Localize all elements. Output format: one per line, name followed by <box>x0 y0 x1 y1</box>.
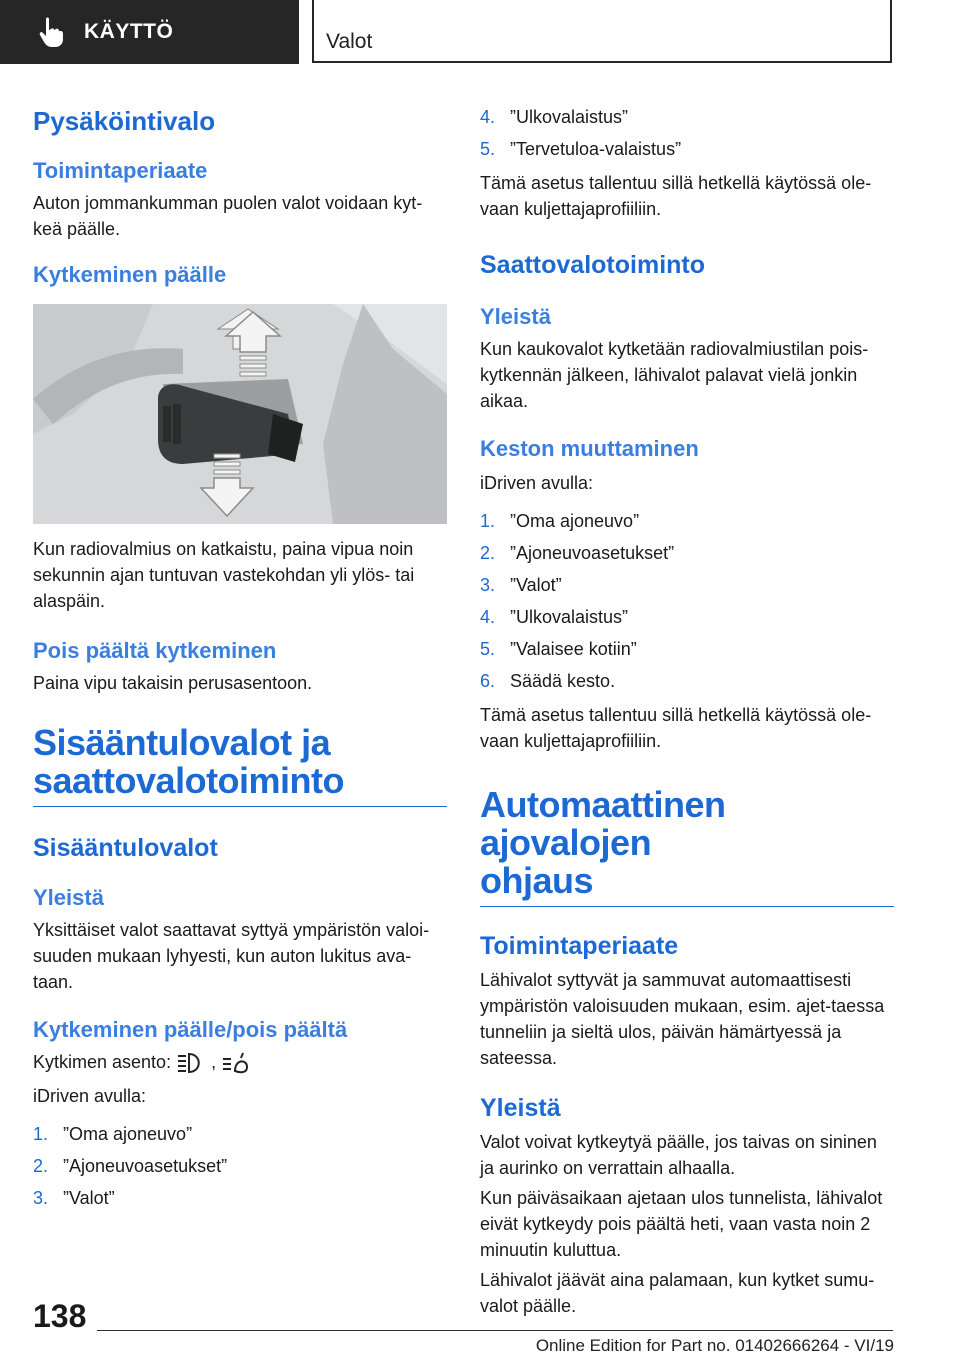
step-list <box>480 508 894 694</box>
list-item-text: ”Tervetuloa-valaistus” <box>510 139 682 159</box>
subheading: Pois päältä kytkeminen <box>33 638 277 663</box>
right-column <box>480 104 894 1319</box>
subheading: Keston muuttaminen <box>480 436 699 461</box>
edition-note: Online Edition for Part no. 01402666264 - VI/19 <box>535 1336 894 1355</box>
step-list-continued <box>480 104 894 162</box>
section-header <box>312 0 892 63</box>
section-heading: Sisääntulovalot <box>33 834 218 862</box>
list-item <box>480 136 894 162</box>
figure-caption: Kun radiovalmius on katkaistu, paina vipua noin sekunnin ajan tuntuvan vastekohdan yli ylös- tai alaspäin. <box>33 539 415 611</box>
section-title: Valot <box>326 30 373 53</box>
chapter-title-line: Sisääntulovalot ja <box>33 722 331 763</box>
chapter-heading <box>480 786 894 907</box>
paragraph: Tämä asetus tallentuu sillä hetkellä käytössä ole-vaan kuljettajaprofiiliin. <box>480 705 872 751</box>
hand-pointer-icon <box>34 15 68 49</box>
list-item <box>33 1153 447 1179</box>
chapter-tab <box>0 0 299 64</box>
subheading: Kytkeminen päälle/pois päältä <box>33 1017 348 1042</box>
list-item-number: 3. <box>480 575 496 595</box>
list-item-number: 5. <box>480 139 496 159</box>
paragraph: Tämä asetus tallentuu sillä hetkellä käytössä ole-vaan kuljettajaprofiiliin. <box>480 173 872 219</box>
paragraph: Paina vipu takaisin perusasentoon. <box>33 673 313 693</box>
parking-light-right-icon <box>221 1051 251 1075</box>
list-item <box>480 508 894 534</box>
list-item <box>480 104 894 130</box>
idrive-label: iDriven avulla: <box>480 473 594 493</box>
subheading: Toimintaperiaate <box>33 158 208 183</box>
paragraph: Lähivalot jäävät aina palamaan, kun kytket sumu-valot päälle. <box>480 1270 875 1316</box>
paragraph: Yksittäiset valot saattavat syttyä ympäristön valoi-suuden mukaan lyhyesti, kun auton lukitus ava-taan. <box>33 920 430 992</box>
list-item-text: ”Valot” <box>510 575 562 595</box>
idrive-label: iDriven avulla: <box>33 1086 147 1107</box>
lever-illustration <box>33 304 447 524</box>
list-item <box>480 636 894 662</box>
list-item-number: 5. <box>480 639 496 659</box>
section-heading: Yleistä <box>480 1094 561 1122</box>
paragraph: Auton jommankumman puolen valot voidaan kyt-keä päälle. <box>33 193 423 239</box>
list-item-number: 1. <box>33 1124 49 1145</box>
chapter-title-line: ohjaus <box>480 860 594 901</box>
list-item-number: 3. <box>33 1188 49 1209</box>
list-item-text: ”Valaisee kotiin” <box>510 639 637 659</box>
list-item <box>33 1121 447 1147</box>
step-list <box>33 1121 447 1211</box>
list-item <box>480 572 894 598</box>
footer-rule <box>97 1330 893 1331</box>
list-item-number: 1. <box>480 511 496 531</box>
list-item <box>33 1185 447 1211</box>
switch-position-label: Kytkimen asento: <box>33 1052 172 1072</box>
paragraph: Kun päiväsaikaan ajetaan ulos tunnelista, lähivalot eivät kytkeydy pois päältä heti, vaan vasta noin 2 minuutin kuluttua. <box>480 1188 883 1260</box>
chapter-title-line: Automaattinen ajovalojen <box>480 784 726 863</box>
paragraph: Valot voivat kytkeytyä päälle, jos taivas on sininen ja aurinko on verrattain alhaalla. <box>480 1132 877 1178</box>
list-item-number: 2. <box>33 1156 49 1177</box>
list-item-number: 6. <box>480 671 496 691</box>
paragraph: Kun kaukovalot kytketään radiovalmiustilan pois-kytkennän jälkeen, lähivalot palavat vielä jonkin aikaa. <box>480 339 869 411</box>
paragraph: Lähivalot syttyvät ja sammuvat automaattisesti ympäristön valoisuuden mukaan, esim. ajet-taessa tunneliin ja sieltä ulos, päivän hämärtyessä ja sateessa. <box>480 970 885 1068</box>
section-heading: Pysäköintivalo <box>33 106 216 136</box>
list-item-text: ”Ulkovalaistus” <box>510 607 629 627</box>
chapter-tab-label: KÄYTTÖ <box>84 20 174 43</box>
list-item-text: Säädä kesto. <box>510 671 616 691</box>
list-item-text: ”Valot” <box>63 1188 115 1209</box>
list-item-number: 4. <box>480 107 496 127</box>
switch-position-line <box>33 1049 447 1075</box>
list-item-text: ”Oma ajoneuvo” <box>63 1124 193 1145</box>
left-column <box>33 96 447 1211</box>
chapter-title-line: saattovalotoiminto <box>33 760 345 801</box>
subheading: Kytkeminen päälle <box>33 262 227 287</box>
page-number: 138 <box>33 1298 87 1334</box>
subheading: Yleistä <box>33 885 104 910</box>
list-item-text: ”Oma ajoneuvo” <box>510 511 640 531</box>
list-item <box>480 540 894 566</box>
parking-light-left-icon <box>176 1051 206 1075</box>
list-item <box>480 604 894 630</box>
list-item-text: ”Ajoneuvoasetukset” <box>510 543 675 563</box>
chapter-heading <box>33 724 447 807</box>
section-heading: Saattovalotoiminto <box>480 251 706 279</box>
separator: , <box>211 1052 217 1072</box>
list-item-text: ”Ajoneuvoasetukset” <box>63 1156 228 1177</box>
list-item-text: ”Ulkovalaistus” <box>510 107 629 127</box>
list-item <box>480 668 894 694</box>
list-item-number: 2. <box>480 543 496 563</box>
subheading: Yleistä <box>480 304 551 329</box>
list-item-number: 4. <box>480 607 496 627</box>
section-heading: Toimintaperiaate <box>480 932 679 960</box>
